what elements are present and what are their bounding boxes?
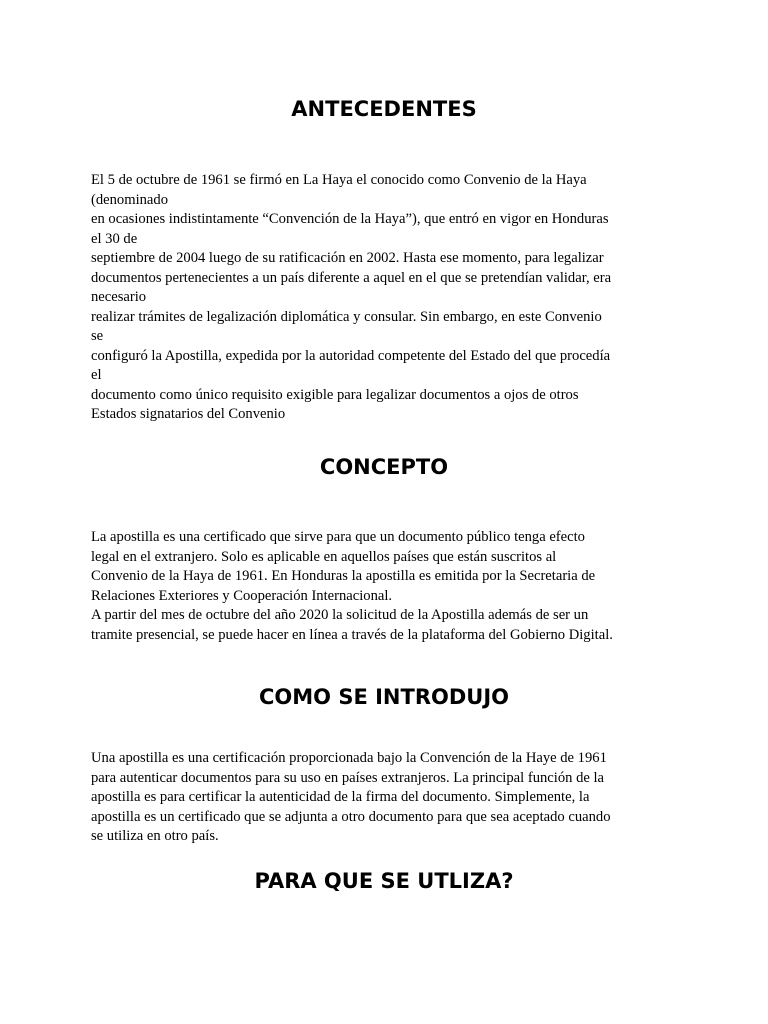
text-line: configuró la Apostilla, expedida por la autoridad competente del Estado del que procedía: [91, 347, 611, 364]
text-line: el 30 de: [91, 230, 138, 247]
text-line: legal en el extranjero. Solo es aplicable en aquellos países que están suscritos al: [91, 548, 557, 565]
text-line: tramite presencial, se puede hacer en línea a través de la plataforma del Gobierno Digital.: [91, 626, 613, 643]
text-line: Relaciones Exteriores y Cooperación Internacional.: [91, 587, 393, 604]
text-line: Convenio de la Haya de 1961. En Honduras la apostilla es emitida por la Secretaria de: [91, 568, 596, 584]
text-line: necesario: [91, 289, 147, 305]
heading-concepto: CONCEPTO: [319, 455, 449, 479]
text-line: en ocasiones indistintamente “Convención de la Haya”), que entró en vigor en Honduras: [91, 211, 609, 227]
text-line: apostilla es para certificar la autenticidad de la firma del documento. Simplemente, la: [91, 789, 590, 805]
text-line: Una apostilla es una certificación proporcionada bajo la Convención de la Haye de 1961: [91, 750, 607, 766]
text-line: La apostilla es una certificado que sirve para que un documento público tenga efecto: [91, 529, 585, 545]
text-line: realizar trámites de legalización diplomática y consular. Sin embargo, en este Convenio: [91, 308, 602, 325]
text-line: A partir del mes de octubre del año 2020 la solicitud de la Apostilla además de ser un: [91, 607, 589, 623]
text-line: se utiliza en otro país.: [91, 828, 219, 844]
text-line: documentos pertenecientes a un país diferente a aquel en el que se pretendían validar, era: [91, 269, 612, 286]
paragraph-antecedentes: [91, 171, 691, 425]
heading-para-que-se-utliza: PARA QUE SE UTLIZA?: [254, 869, 514, 893]
text-line: apostilla es un certificado que se adjunta a otro documento para que sea aceptado cuando: [91, 808, 611, 825]
text-line: documento como único requisito exigible para legalizar documentos a ojos de otros: [91, 386, 579, 403]
paragraph-como-se-introdujo: [91, 749, 691, 847]
text-line: (denominado: [91, 191, 169, 208]
text-line: Estados signatarios del Convenio: [91, 406, 286, 422]
text-line: El 5 de octubre de 1961 se firmó en La Haya el conocido como Convenio de la Haya: [91, 172, 587, 188]
text-line: se: [91, 328, 104, 344]
text-line: septiembre de 2004 luego de su ratificación en 2002. Hasta ese momento, para legalizar: [91, 250, 604, 266]
paragraph-concepto: [91, 528, 691, 645]
heading-como-se-introdujo: COMO SE INTRODUJO: [259, 685, 509, 709]
text-line: el: [91, 367, 102, 383]
heading-antecedentes: ANTECEDENTES: [291, 97, 477, 121]
text-line: para autenticar documentos para su uso en países extranjeros. La principal función de la: [91, 769, 605, 786]
